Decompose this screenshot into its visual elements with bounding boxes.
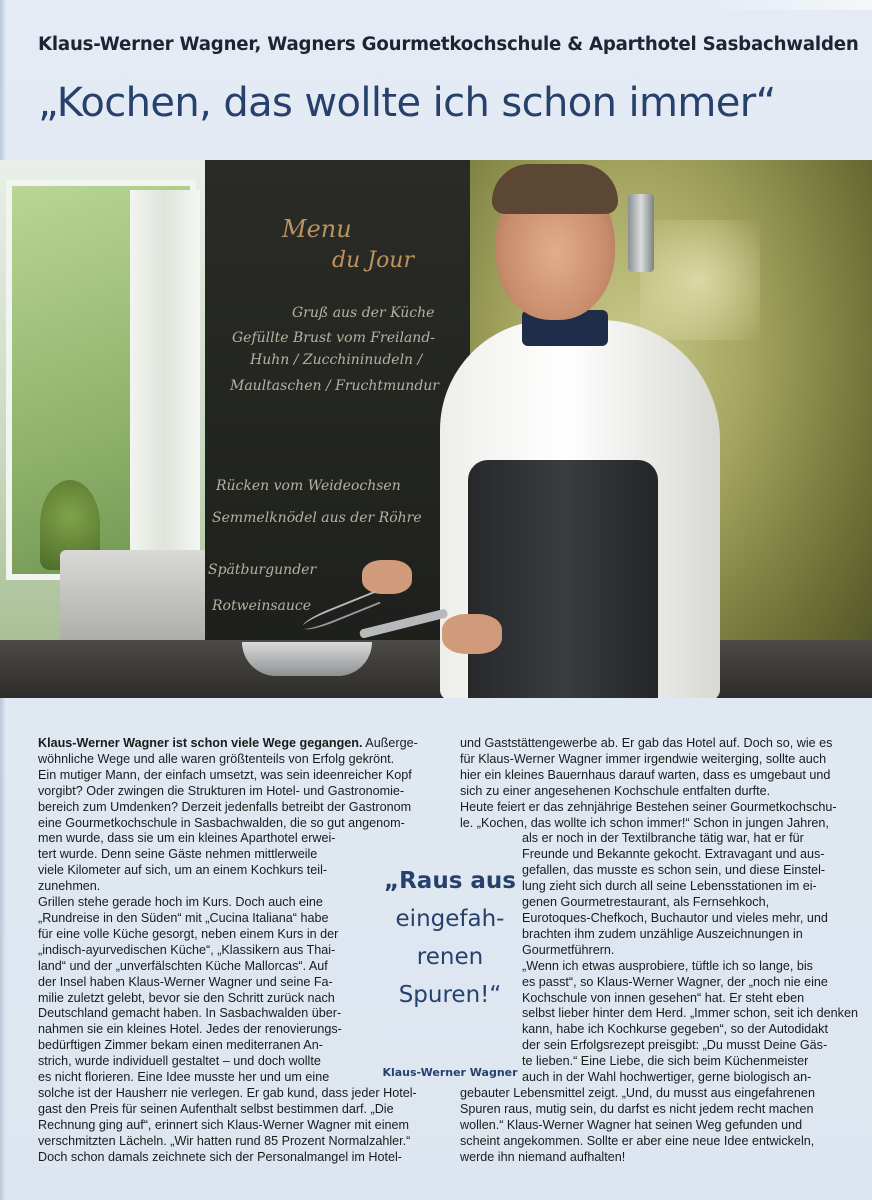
- article-line: [460, 1118, 864, 1134]
- article-photo: [0, 160, 872, 698]
- article-line: [38, 1102, 448, 1118]
- page-top-fade: [696, 0, 872, 10]
- article-text: für Klaus-Werner Wagner immer irgendwie weiterging, sollte auch: [460, 751, 827, 766]
- pull-quote-author: Klaus-Werner Wagner: [382, 1066, 518, 1079]
- article-headline: „Kochen, das wollte ich schon immer“: [38, 80, 776, 126]
- photo-chef-hair: [492, 164, 618, 214]
- article-text: auch in der Wahl hochwertiger, gerne biologisch an-: [522, 1070, 812, 1085]
- article-line: [38, 847, 376, 863]
- article-text: selbst lieber hinter dem Herd. „Immer schon, seit ich denken: [522, 1006, 858, 1021]
- article-text: Heute feiert er das zehnjährige Bestehen seiner Gourmetkochschu-: [460, 799, 837, 814]
- article-text: Rechnung ging auf“, erinnert sich Klaus-Werner Wagner mit einem: [38, 1117, 409, 1132]
- board-line: Gefüllte Brust vom Freiland-: [232, 330, 436, 346]
- article-text: bereich zum Umdenken? Derzeit jedenfalls betreibt der Gastronom: [38, 799, 412, 814]
- article-line: [460, 1150, 864, 1166]
- article-text: Eurotoques-Chefkoch, Buchautor und vieles mehr, und: [522, 910, 828, 925]
- article-line: [38, 768, 448, 784]
- article-text: milie zuletzt gelebt, bevor sie den Schritt zurück nach: [38, 990, 335, 1005]
- photo-chef-hand-right: [442, 614, 502, 654]
- article-text: men wurde, dass sie um ein kleines Aparthotel erwei-: [38, 831, 336, 846]
- photo-pan: [242, 642, 372, 676]
- article-text: es passt“, so Klaus-Werner Wagner, der „noch nie eine: [522, 974, 828, 989]
- article-text: als er noch in der Textilbranche tätig war, hat er für: [522, 831, 804, 846]
- article-line: [460, 800, 864, 816]
- article-text: werde ihn niemand aufhalten!: [460, 1149, 626, 1164]
- article-line: [460, 1022, 864, 1038]
- article-line: [38, 784, 448, 800]
- board-line: Rotweinsauce: [212, 598, 312, 614]
- photo-chef-hand-left: [362, 560, 412, 594]
- article-line: [460, 879, 864, 895]
- article-lead: Klaus-Werner Wagner ist schon viele Wege gegangen.: [38, 736, 363, 750]
- photo-curtain: [130, 190, 200, 610]
- article-line: [38, 800, 448, 816]
- article-text: Doch schon damals zeichnete sich der Personalmangel im Hotel-: [38, 1149, 402, 1164]
- article-text: „Wenn ich etwas ausprobiere, tüftle ich so lange, bis: [522, 958, 813, 973]
- article-line: [460, 991, 864, 1007]
- article-line: [38, 911, 376, 927]
- article-line: [38, 752, 448, 768]
- article-text: vorgibt? Oder zwingen die Strukturen im Hotel- und Gastronomie-: [38, 783, 405, 798]
- article-line: [38, 1006, 376, 1022]
- article-text: eine Gourmetkochschule in Sasbachwalden, die so gut angenom-: [38, 815, 405, 830]
- article-text: für eine volle Küche gesorgt, neben einem Kurs in der: [38, 926, 339, 941]
- article-text: solche ist der Hausherr nie verlegen. Er gab kund, dass jeder Hotel-: [38, 1085, 417, 1100]
- article-line: [38, 895, 376, 911]
- board-title-dujour: du Jour: [332, 248, 414, 273]
- article-line: [38, 879, 376, 895]
- article-text: Deutschland gemacht haben. In Sasbachwalden über-: [38, 1006, 342, 1021]
- article-text: gast den Preis für seinen Aufenthalt selbst bestimmen darf. „Die: [38, 1101, 394, 1116]
- board-line: Huhn / Zucchininudeln /: [250, 352, 423, 368]
- article-line: [460, 1102, 864, 1118]
- article-text: brachten ihm zudem unzählige Auszeichnungen in: [522, 926, 803, 941]
- pull-quote-line: „Raus aus: [383, 868, 516, 894]
- photo-counter: [0, 640, 872, 698]
- article-line: [460, 1054, 864, 1070]
- article-text: viele Kilometer auf sich, um an einem Kochkurs teil-: [38, 863, 328, 878]
- article-text: genen Gourmetrestaurant, als Fernsehkoch,: [522, 895, 770, 910]
- article-line: [38, 816, 448, 832]
- article-text: zunehmen.: [38, 879, 101, 894]
- article-text: hier ein kleines Bauernhaus darauf warten, dass es umgebaut und: [460, 767, 831, 782]
- board-title-menu: Menu: [282, 215, 352, 243]
- article-text: es nicht florieren. Eine Idee musste her und um eine: [38, 1070, 330, 1085]
- article-line: [460, 927, 864, 943]
- article-line: [460, 816, 864, 832]
- article-line: [38, 1150, 448, 1166]
- article-line: [460, 752, 864, 768]
- article-text: Außerge-: [362, 736, 418, 750]
- article-text: verschmitzten Lächeln. „Wir hatten rund 85 Prozent Normalzahler.“: [38, 1133, 411, 1148]
- photo-lamp-glow: [640, 220, 760, 340]
- board-line: Maultaschen / Fruchtmundur: [230, 378, 439, 394]
- article-line: [38, 1038, 376, 1054]
- article-line: [38, 736, 448, 752]
- article-text: te lieben.“ Eine Liebe, die sich beim Küchenmeister: [522, 1054, 809, 1069]
- article-line: [38, 927, 376, 943]
- article-line: [38, 943, 376, 959]
- article-line: [460, 911, 864, 927]
- article-text: land“ und der „unverfälschten Küche Mallorcas“. Auf: [38, 958, 328, 973]
- article-text: strich, wurde individuell gestaltet – und doch wollte: [38, 1054, 321, 1069]
- article-text: scheint angekommen. Sollte er aber eine neue Idee entwickeln,: [460, 1133, 815, 1148]
- article-line: [38, 1134, 448, 1150]
- article-line: [460, 831, 864, 847]
- board-line: Spätburgunder: [208, 562, 317, 578]
- photo-wall-lamp: [628, 194, 654, 272]
- article-text: und Gaststättengewerbe ab. Er gab das Hotel auf. Doch so, wie es: [460, 736, 833, 750]
- article-line: [460, 1070, 864, 1086]
- photo-chef-apron: [468, 460, 658, 698]
- article-text: Ein mutiger Mann, der einfach umsetzt, was sein ideenreicher Kopf: [38, 767, 412, 782]
- article-text: tert wurde. Denn seine Gäste nehmen mittlerweile: [38, 847, 318, 862]
- article-text: gebauter Lebensmittel zeigt. „Und, du musst aus eingefahrenen: [460, 1085, 815, 1100]
- article-line: [460, 736, 864, 752]
- article-line: [460, 1134, 864, 1150]
- article-text: wollen.“ Klaus-Werner Wagner hat seinen Weg gefunden und: [460, 1117, 803, 1132]
- article-line: [460, 1038, 864, 1054]
- article-line: [38, 1054, 376, 1070]
- article-text: nahmen sie ein kleines Hotel. Jedes der renovierungs-: [38, 1022, 342, 1037]
- article-line: [460, 943, 864, 959]
- article-text: der sein Erfolgsrezept preisgibt: „Du musst Deine Gäs-: [522, 1038, 828, 1053]
- pull-quote-line: eingefah-: [395, 906, 505, 932]
- article-text: Freunde und Bekannte gekocht. Extravagant und aus-: [522, 847, 825, 862]
- article-line: [38, 831, 376, 847]
- article-line: [38, 1086, 448, 1102]
- article-text: der Insel haben Klaus-Werner Wagner und seine Fa-: [38, 974, 333, 989]
- article-text: Gourmetführern.: [522, 942, 615, 957]
- pull-quote-line: Spuren!“: [398, 982, 502, 1008]
- article-text: gefallen, das musste es schon sein, und diese Einstel-: [522, 863, 826, 878]
- article-column-right: [460, 736, 864, 1165]
- article-text: bedürftigen Zimmer bekam einen mediterranen An-: [38, 1038, 323, 1053]
- article-line: [460, 959, 864, 975]
- board-line: Gruß aus der Küche: [292, 305, 435, 321]
- article-line: [38, 863, 376, 879]
- article-line: [460, 1086, 864, 1102]
- article-line: [38, 959, 376, 975]
- article-text: Kochschule von innen gesehen“ hat. Er steht eben: [522, 990, 805, 1005]
- article-line: [460, 768, 864, 784]
- article-line: [460, 863, 864, 879]
- article-text: le. „Kochen, das wollte ich schon immer!“ Schon in jungen Jahren,: [460, 815, 829, 830]
- article-line: [460, 1006, 864, 1022]
- article-text: Spuren raus, mutig sein, du darfst es nicht jedem recht machen: [460, 1101, 814, 1116]
- article-text: „Rundreise in den Süden“ mit „Cucina Italiana“ habe: [38, 910, 329, 925]
- article-text: lung zieht sich durch all seine Lebensstationen im ei-: [522, 879, 817, 894]
- article-line: [38, 1070, 376, 1086]
- photo-appliance: [60, 550, 210, 650]
- article-line: [460, 895, 864, 911]
- article-text: sich zu einer angesehenen Kochschule entfalten durfte.: [460, 783, 771, 798]
- article-text: wöhnliche Wege und alle waren größtenteils von Erfolg gekrönt.: [38, 751, 395, 766]
- board-line: Semmelknödel aus der Röhre: [212, 510, 422, 526]
- article-line: [460, 847, 864, 863]
- article-text: kann, habe ich Kochkurse gegeben“, so der Autodidakt: [522, 1022, 828, 1037]
- article-line: [38, 991, 376, 1007]
- board-line: Rücken vom Weideochsen: [216, 478, 401, 494]
- article-line: [38, 975, 376, 991]
- article-text: „indisch-ayurvedischen Küche“, „Klassikern aus Thai-: [38, 942, 336, 957]
- article-kicker: Klaus-Werner Wagner, Wagners Gourmetkochschule & Aparthotel Sasbachwalden: [38, 34, 859, 55]
- article-line: [460, 784, 864, 800]
- article-text: Grillen stehe gerade hoch im Kurs. Doch auch eine: [38, 895, 323, 910]
- article-line: [38, 1118, 448, 1134]
- article-line: [460, 975, 864, 991]
- pull-quote-line: renen: [416, 944, 484, 970]
- article-line: [38, 1022, 376, 1038]
